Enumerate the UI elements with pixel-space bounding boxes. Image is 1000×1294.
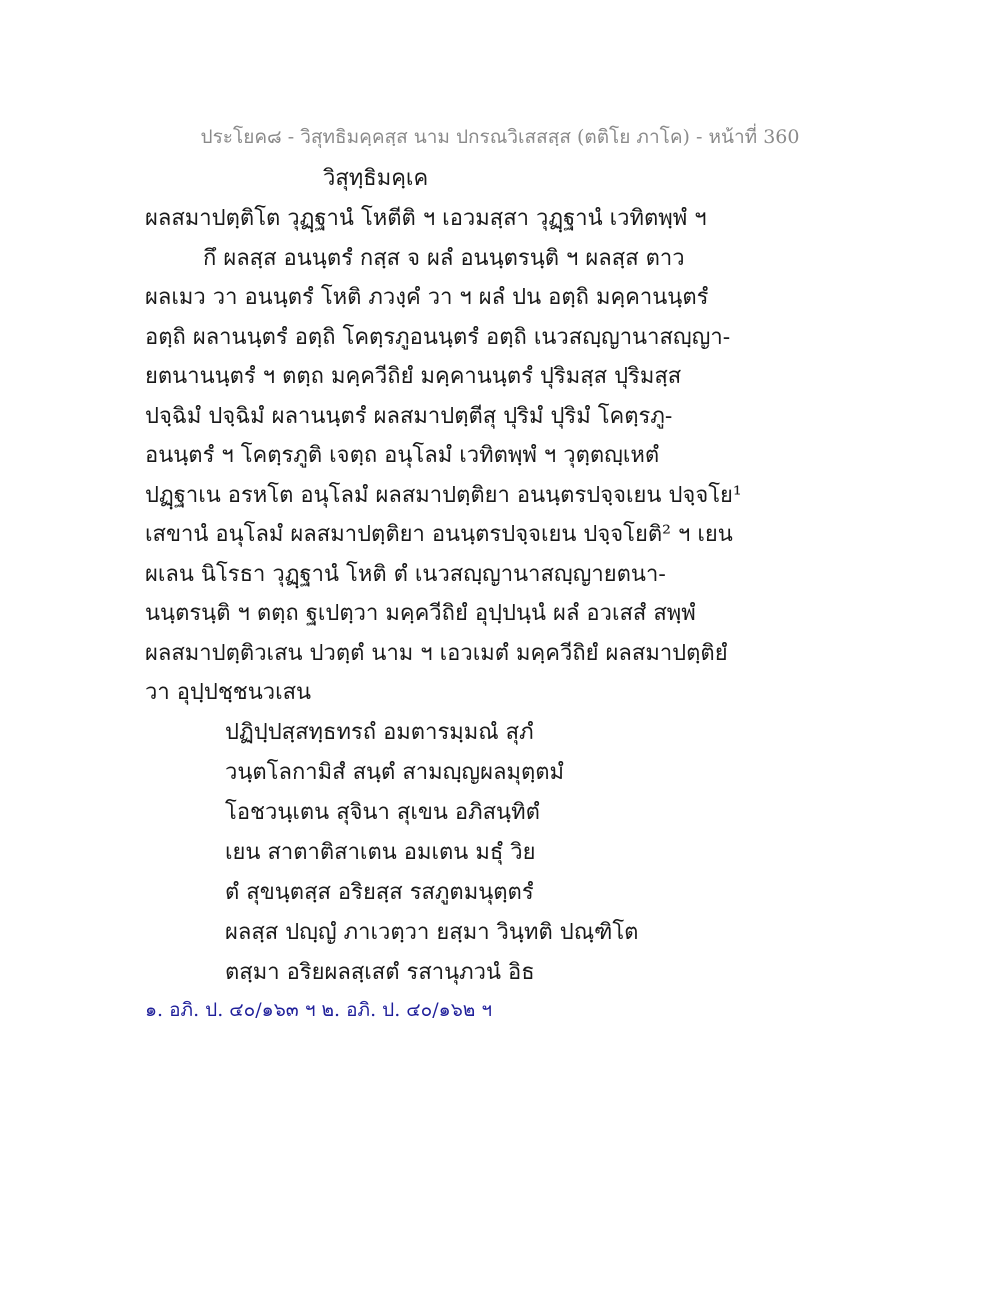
body-line: ปฏฺฐาเน อรหโต อนุโลมํ ผลสมาปตฺติยา อนนฺตรปจฺจเยน ปจฺจโย¹ (145, 483, 742, 508)
running-header: ประโยค๘ - วิสุทธิมคฺคสฺส นาม ปกรณวิเสสสฺส (ตติโย ภาโค) - หน้าที่ 360 (200, 126, 800, 148)
verse-line: วนฺตโลกามิสํ สนฺตํ สามญฺญผลมุตฺตมํ (225, 760, 565, 785)
body-line: ปจฺฉิมํ ปจฺฉิมํ ผลานนฺตรํ ผลสมาปตฺตีสุ ปุริมํ ปุริมํ โคตฺรภู- (145, 404, 673, 429)
body-line: ผเลน นิโรธา วุฏฺฐานํ โหติ ตํ เนวสญฺญานาสญฺญายตนา- (145, 562, 666, 587)
body-line: ยตนานนฺตรํ ฯ ตตฺถ มคฺควีถิยํ มคฺคานนฺตรํ ปุริมสฺส ปุริมสฺส (145, 364, 682, 389)
footnote: ๑. อภิ. ป. ๔๐/๑๖๓ ฯ ๒. อภิ. ป. ๔๐/๑๖๒ ฯ (145, 999, 493, 1021)
body-line: วา อุปฺปชฺชนวเสน (145, 680, 312, 705)
body-line: อนนฺตรํ ฯ โคตฺรภูติ เจตฺถ อนุโลมํ เวทิตพฺพํ ฯ วุตฺตญฺเหตํ (145, 443, 660, 468)
book-title: วิสุทฺธิมคฺเค (323, 166, 429, 191)
verse-line: โอชวนฺเตน สุจินา สุเขน อภิสนฺทิตํ (225, 800, 540, 825)
verse-line: ตํ สุขนฺตสฺส อริยสฺส รสภูตมนุตฺตรํ (225, 880, 534, 905)
body-line: นนฺตรนฺติ ฯ ตตฺถ ฐเปตฺวา มคฺควีถิยํ อุปฺปนฺนํ ผลํ อวเสสํ สพฺพํ (145, 601, 696, 626)
body-line: อตฺถิ ผลานนฺตรํ อตฺถิ โคตฺรภูอนนฺตรํ อตฺถิ เนวสญฺญานาสญฺญา- (145, 325, 731, 350)
body-line: ผลเมว วา อนนฺตรํ โหติ ภวงฺคํ วา ฯ ผลํ ปน อตฺถิ มคฺคานนฺตรํ (145, 285, 709, 310)
body-line: กึ ผลสฺส อนนฺตรํ กสฺส จ ผลํ อนนฺตรนฺติ ฯ ผลสฺส ตาว (203, 246, 685, 271)
verse-line: เยน สาตาติสาเตน อมเตน มธุํ วิย (225, 840, 536, 865)
body-line: เสขานํ อนุโลมํ ผลสมาปตฺติยา อนนฺตรปจฺจเยน ปจฺจโยติ² ฯ เยน (145, 522, 733, 547)
verse-line: ปฏิปฺปสฺสทฺธทรถํ อมตารมฺมณํ สุภํ (225, 720, 534, 745)
body-line: ผลสมาปตฺติโต วุฏฺฐานํ โหตีติ ฯ เอวมสฺสา วุฏฺฐานํ เวทิตพฺพํ ฯ (145, 206, 707, 231)
body-line: ผลสมาปตฺติวเสน ปวตฺตํ นาม ฯ เอวเมตํ มคฺควีถิยํ ผลสมาปตฺติยํ (145, 641, 728, 666)
verse-line: ผลสฺส ปญฺญํ ภาเวตฺวา ยสฺมา วินฺทติ ปณฺฑิโต (225, 920, 639, 945)
verse-line: ตสฺมา อริยผลสฺเสตํ รสานุภวนํ อิธ (225, 960, 535, 985)
